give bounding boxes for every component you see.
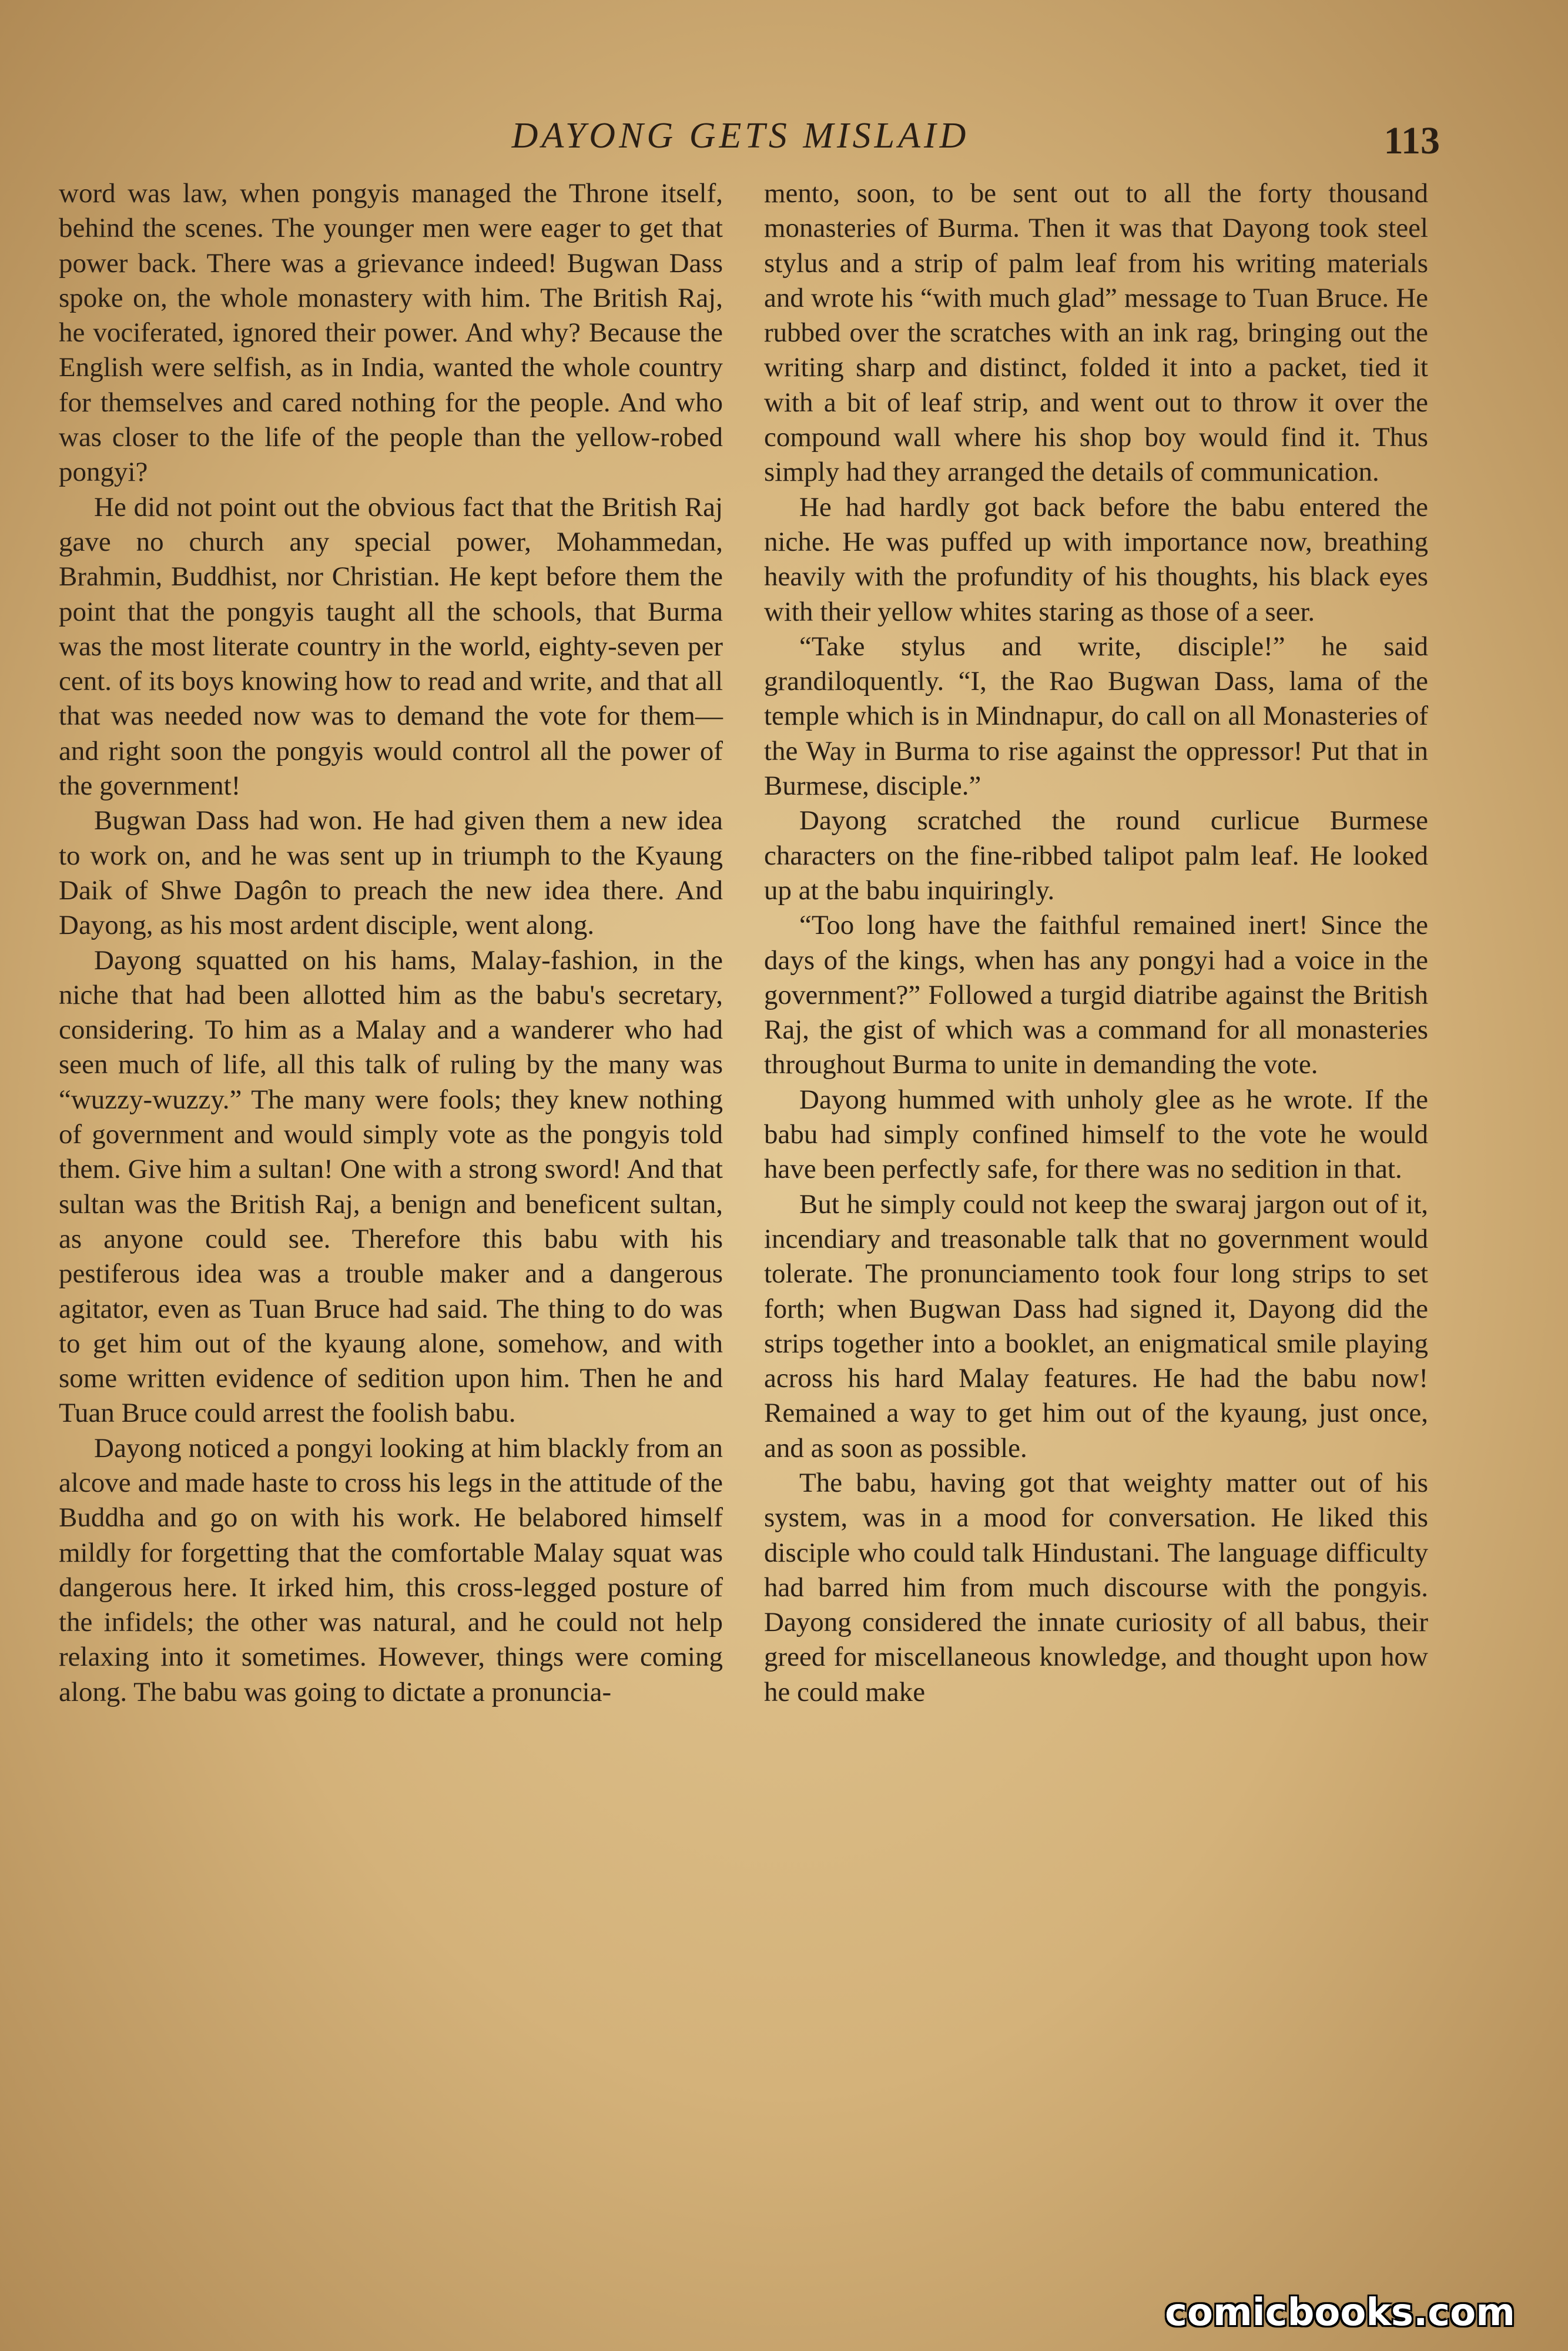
paragraph: Dayong noticed a pongyi looking at him blackly from an alcove and made haste to cross his legs in the attitude of the Buddha and go on with his work. He belabored himself mildly for forgetting that the comfortable Malay squat was dangerous here. It irked him, this cross-legged posture of the infidels; the other was natural, and he could not help relaxing into it sometimes. However, things were coming along. The babu was going to dictate a pronuncia- (59, 1432, 723, 1707)
running-head: DAYONG GETS MISLAID (511, 116, 970, 156)
paragraph: mento, soon, to be sent out to all the forty thousand monasteries of Burma. Then it was that Dayong took steel stylus and a strip of palm leaf from his writing materials and wrote his “with much glad” message to Tuan Bruce. He rubbed over the scratches with an ink rag, bringing out the writing sharp and distinct, folded it into a packet, tied it with a bit of leaf strip, and went out to throw it over the compound wall where his shop boy would find it. Thus simply had they arranged the details of communication. (764, 178, 1428, 488)
paragraph: word was law, when pongyis managed the Throne itself, behind the scenes. The younger men were eager to get that power back. There was a grievance indeed! Bugwan Dass spoke on, the whole monastery with him. The British Raj, he vociferated, ignored their power. And why? Because the English were selfish, as in India, wanted the whole country for themselves and cared nothing for the people. And who was closer to the life of the people than the yellow-robed pongyi? (59, 178, 723, 488)
paragraph: Dayong squatted on his hams, Malay-fashion, in the niche that had been allotted him as the babu's secretary, considering. To him as a Malay and a wanderer who had seen much of life, all this talk of ruling by the many was “wuzzy-wuzzy.” The many were fools; they knew nothing of government and would simply vote as the pongyis told them. Give him a sultan! One with a strong sword! And that sultan was the British Raj, a benign and beneficent sultan, as anyone could see. Therefore this babu with his pestiferous idea was a trouble maker and a dangerous agitator, even as Tuan Bruce had said. The thing to do was to get him out of the kyaung alone, somehow, and with some written evidence of sedition upon him. Then he and Tuan Bruce could arrest the foolish babu. (59, 945, 723, 1429)
paragraph: But he simply could not keep the swaraj jargon out of it, incendiary and treasonable talk that no government would tolerate. The pronunciamento took four long strips to set forth; when Bugwan Dass had signed it, Dayong did the strips together into a booklet, an enigmatical smile playing across his hard Malay features. He had the babu now! Remained a way to get him out of the kyaung, just once, and as soon as possible. (764, 1188, 1428, 1463)
left-column (59, 176, 723, 2316)
paragraph: He had hardly got back before the babu entered the niche. He was puffed up with importance now, breathing heavily with the profundity of his thoughts, his black eyes with their yellow whites staring as those of a seer. (764, 491, 1428, 627)
watermark-text: comicbooks.com (1165, 2291, 1515, 2335)
page-number: 113 (1383, 119, 1440, 162)
paragraph: Dayong hummed with unholy glee as he wrote. If the babu had simply confined himself to the vote he would have been perfectly safe, for there was no sedition in that. (764, 1084, 1428, 1185)
paragraph: “Take stylus and write, disciple!” he said grandiloquently. “I, the Rao Bugwan Dass, lama of the temple which is in Mindnapur, do call on all Monasteries of the Way in Burma to rise against the oppressor! Put that in Burmese, disciple.” (764, 631, 1428, 802)
right-column (764, 176, 1428, 2316)
paragraph: Dayong scratched the round curlicue Burmese characters on the fine-ribbed talipot palm leaf. He looked up at the babu inquiringly. (764, 805, 1428, 906)
paragraph: “Too long have the faithful remained inert! Since the days of the kings, when has any pongyi had a voice in the government?” Followed a turgid diatribe against the British Raj, the gist of which was a command for all monasteries throughout Burma to unite in demanding the vote. (764, 910, 1428, 1080)
page-header (0, 115, 1568, 168)
paragraph: Bugwan Dass had won. He had given them a new idea to work on, and he was sent up in triumph to the Kyaung Daik of Shwe Dagôn to preach the new idea there. And Dayong, as his most ardent disciple, went along. (59, 805, 723, 941)
paragraph: The babu, having got that weighty matter out of his system, was in a mood for conversation. He liked this disciple who could talk Hindustani. The language difficulty had barred him from much discourse with the pongyis. Dayong considered the innate curiosity of all babus, their greed for miscellaneous knowledge, and thought upon how he could make (764, 1467, 1428, 1707)
paragraph: He did not point out the obvious fact that the British Raj gave no church any special power, Mohammedan, Brahmin, Buddhist, nor Christian. He kept before them the point that the pongyis taught all the schools, that Burma was the most literate country in the world, eighty-seven per cent. of its boys knowing how to read and write, and that all that was needed now was to demand the vote for them—and right soon the pongyis would control all the power of the government! (59, 491, 723, 802)
